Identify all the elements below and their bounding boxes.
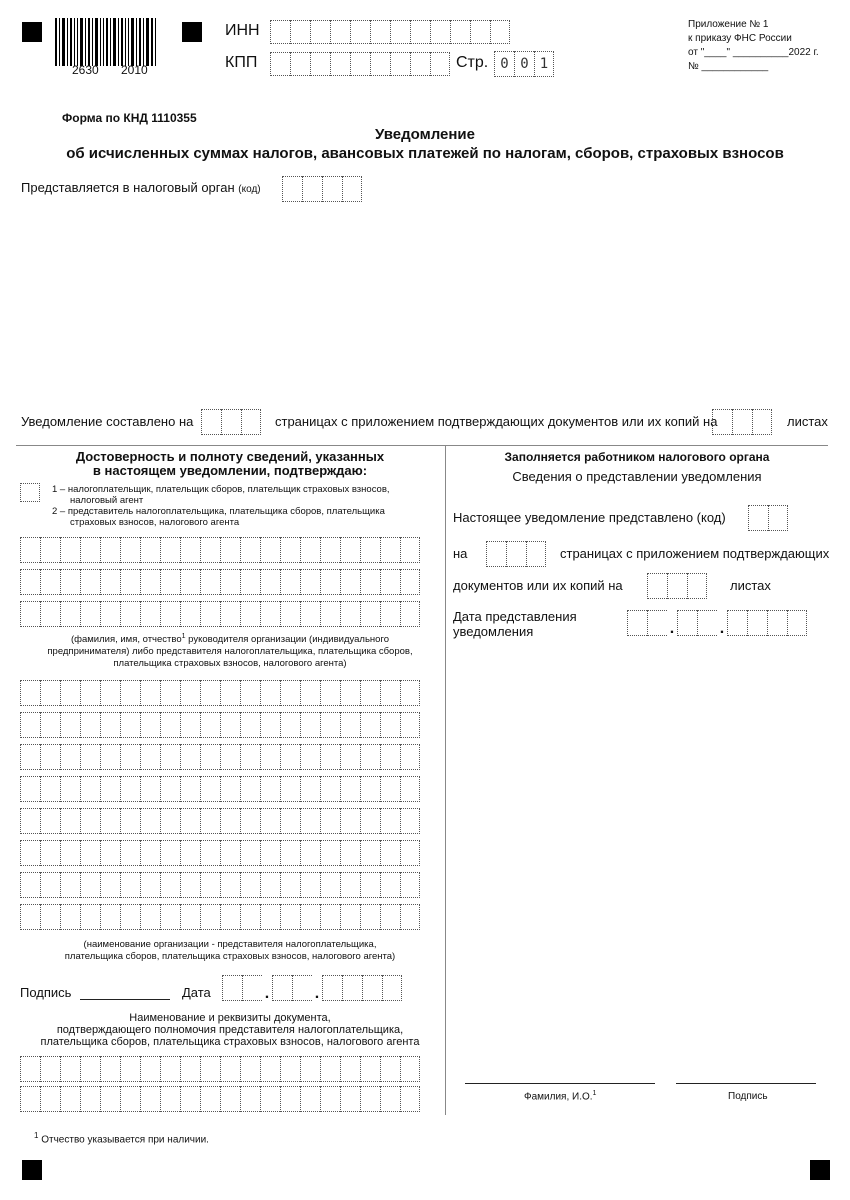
fio-row[interactable] bbox=[20, 569, 420, 595]
org-row[interactable] bbox=[20, 712, 420, 738]
annex-line-2: к приказу ФНС России bbox=[688, 33, 792, 44]
right-heading: Заполняется работником налогового органа bbox=[504, 450, 770, 464]
org-row[interactable] bbox=[20, 744, 420, 770]
right-subheading: Сведения о представлении уведомления bbox=[512, 469, 762, 484]
footnote bbox=[34, 1131, 209, 1145]
officer-fio-text: Фамилия, И.О. bbox=[524, 1091, 593, 1103]
date-label: Дата bbox=[182, 985, 211, 1000]
pages-prefix: Уведомление составлено на bbox=[21, 414, 194, 429]
authority-label bbox=[21, 180, 261, 195]
authority-label-text: Представляется в налоговый орган bbox=[21, 180, 235, 195]
officer-fio-footnote-mark: 1 bbox=[592, 1090, 597, 1097]
annex-line-1: Приложение № 1 bbox=[688, 19, 769, 30]
left-heading-line-1: Достоверность и полноту сведений, указанных bbox=[75, 449, 385, 464]
org-row[interactable] bbox=[20, 872, 420, 898]
annex-line-4: № ____________ bbox=[688, 61, 769, 72]
option-2-line-1: 2 – представитель налогоплательщика, плательщика сборов, плательщика bbox=[52, 506, 385, 517]
option-1-line-2: налоговый агент bbox=[70, 495, 144, 506]
inn-label: ИНН bbox=[225, 22, 260, 39]
org-row[interactable] bbox=[20, 680, 420, 706]
doc-row[interactable] bbox=[20, 1056, 420, 1082]
authority-code-note: (код) bbox=[238, 184, 261, 195]
section-divider bbox=[16, 445, 828, 446]
annex-line-3: от "____" __________2022 г. bbox=[688, 47, 819, 58]
presented-label: Настоящее уведомление представлено (код) bbox=[453, 510, 726, 525]
presented-code-field[interactable] bbox=[748, 505, 788, 531]
pages-middle: страницах с приложением подтверждающих документов или их копий на bbox=[275, 414, 718, 429]
date-line-2: уведомления bbox=[453, 624, 534, 639]
reg-date-field[interactable]: . . bbox=[627, 610, 807, 636]
page-digit: 0 bbox=[494, 51, 514, 77]
org-row[interactable] bbox=[20, 904, 420, 930]
officer-fio-label bbox=[524, 1090, 596, 1102]
form-title-line-1: Уведомление bbox=[374, 126, 475, 143]
form-knd: Форма по КНД 1110355 bbox=[62, 111, 197, 125]
fio-note-line-2: предпринимателя) либо представителя налогоплательщика, плательщика сборов, bbox=[47, 646, 413, 657]
doc-row[interactable] bbox=[20, 1086, 420, 1112]
officer-sign-label: Подпись bbox=[728, 1091, 768, 1102]
page-digit: 0 bbox=[514, 51, 534, 77]
option-2-line-2: страховых взносов, налогового агента bbox=[70, 517, 240, 528]
attachment-sheets-field[interactable] bbox=[712, 409, 772, 435]
column-divider bbox=[445, 445, 446, 1115]
fio-note-footnote-mark: 1 bbox=[181, 633, 186, 640]
org-row[interactable] bbox=[20, 808, 420, 834]
fio-note-text-2: руководителя организации (индивидуального bbox=[185, 634, 389, 646]
corner-marker-top-mid bbox=[182, 22, 202, 42]
fio-note-text: (фамилия, имя, отчество bbox=[71, 634, 182, 646]
form-title-line-2: об исчисленных суммах налогов, авансовых платежей по налогам, сборов, страховых взносов bbox=[66, 145, 784, 162]
org-note-line-1: (наименование организации - представителя налогоплательщика, bbox=[83, 939, 377, 950]
page-number-field[interactable] bbox=[494, 51, 554, 77]
date-line-1: Дата представления bbox=[453, 609, 577, 624]
sign-label: Подпись bbox=[20, 985, 72, 1000]
sign-date-field[interactable]: . . bbox=[222, 975, 402, 1001]
pages-text: страницах с приложением подтверждающих bbox=[560, 546, 830, 561]
fio-row[interactable] bbox=[20, 537, 420, 563]
kpp-field[interactable] bbox=[270, 52, 450, 76]
fio-signature-line[interactable] bbox=[465, 1083, 655, 1084]
page-digit: 1 bbox=[534, 51, 554, 77]
sheets-label: листах bbox=[730, 578, 771, 593]
org-row[interactable] bbox=[20, 840, 420, 866]
barcode-number-left: 2630 bbox=[72, 63, 99, 77]
footnote-text: Отчество указывается при наличии. bbox=[41, 1134, 209, 1146]
left-heading-line-2: в настоящем уведомлении, подтверждаю: bbox=[92, 463, 368, 478]
corner-marker-top-left bbox=[22, 22, 42, 42]
docs-text: документов или их копий на bbox=[453, 578, 623, 593]
corner-marker-bottom-right bbox=[810, 1160, 830, 1180]
inn-field[interactable] bbox=[270, 20, 510, 44]
doc-line-3: плательщика сборов, плательщика страховых взносов, налогового агента bbox=[40, 1036, 420, 1048]
reg-sheets-field[interactable] bbox=[647, 573, 707, 599]
pages-count-field[interactable] bbox=[201, 409, 261, 435]
doc-line-1: Наименование и реквизиты документа, bbox=[129, 1012, 331, 1024]
officer-signature-line[interactable] bbox=[676, 1083, 816, 1084]
page-label: Стр. bbox=[456, 54, 489, 71]
org-row[interactable] bbox=[20, 776, 420, 802]
on-label: на bbox=[453, 546, 468, 561]
pages-suffix: листах bbox=[787, 414, 828, 429]
fio-row[interactable] bbox=[20, 601, 420, 627]
option-1-line-1: 1 – налогоплательщик, плательщик сборов, плательщик страховых взносов, bbox=[52, 484, 390, 495]
doc-line-2: подтверждающего полномочия представителя налогоплательщика, bbox=[56, 1024, 404, 1036]
fio-note-line-1 bbox=[20, 633, 440, 645]
signer-type-field[interactable] bbox=[20, 483, 40, 502]
barcode-number-right: 2010 bbox=[121, 63, 148, 77]
signature-line[interactable] bbox=[80, 999, 170, 1000]
footnote-number: 1 bbox=[34, 1131, 39, 1140]
kpp-label: КПП bbox=[225, 54, 258, 71]
reg-pages-field[interactable] bbox=[486, 541, 546, 567]
fio-note-line-3: плательщика страховых взносов, налогового агента) bbox=[113, 658, 347, 669]
org-note-line-2: плательщика сборов, плательщика страховых взносов, налогового агента) bbox=[64, 951, 396, 962]
barcode bbox=[55, 18, 165, 66]
corner-marker-bottom-left bbox=[22, 1160, 42, 1180]
authority-code-field[interactable] bbox=[282, 176, 362, 202]
